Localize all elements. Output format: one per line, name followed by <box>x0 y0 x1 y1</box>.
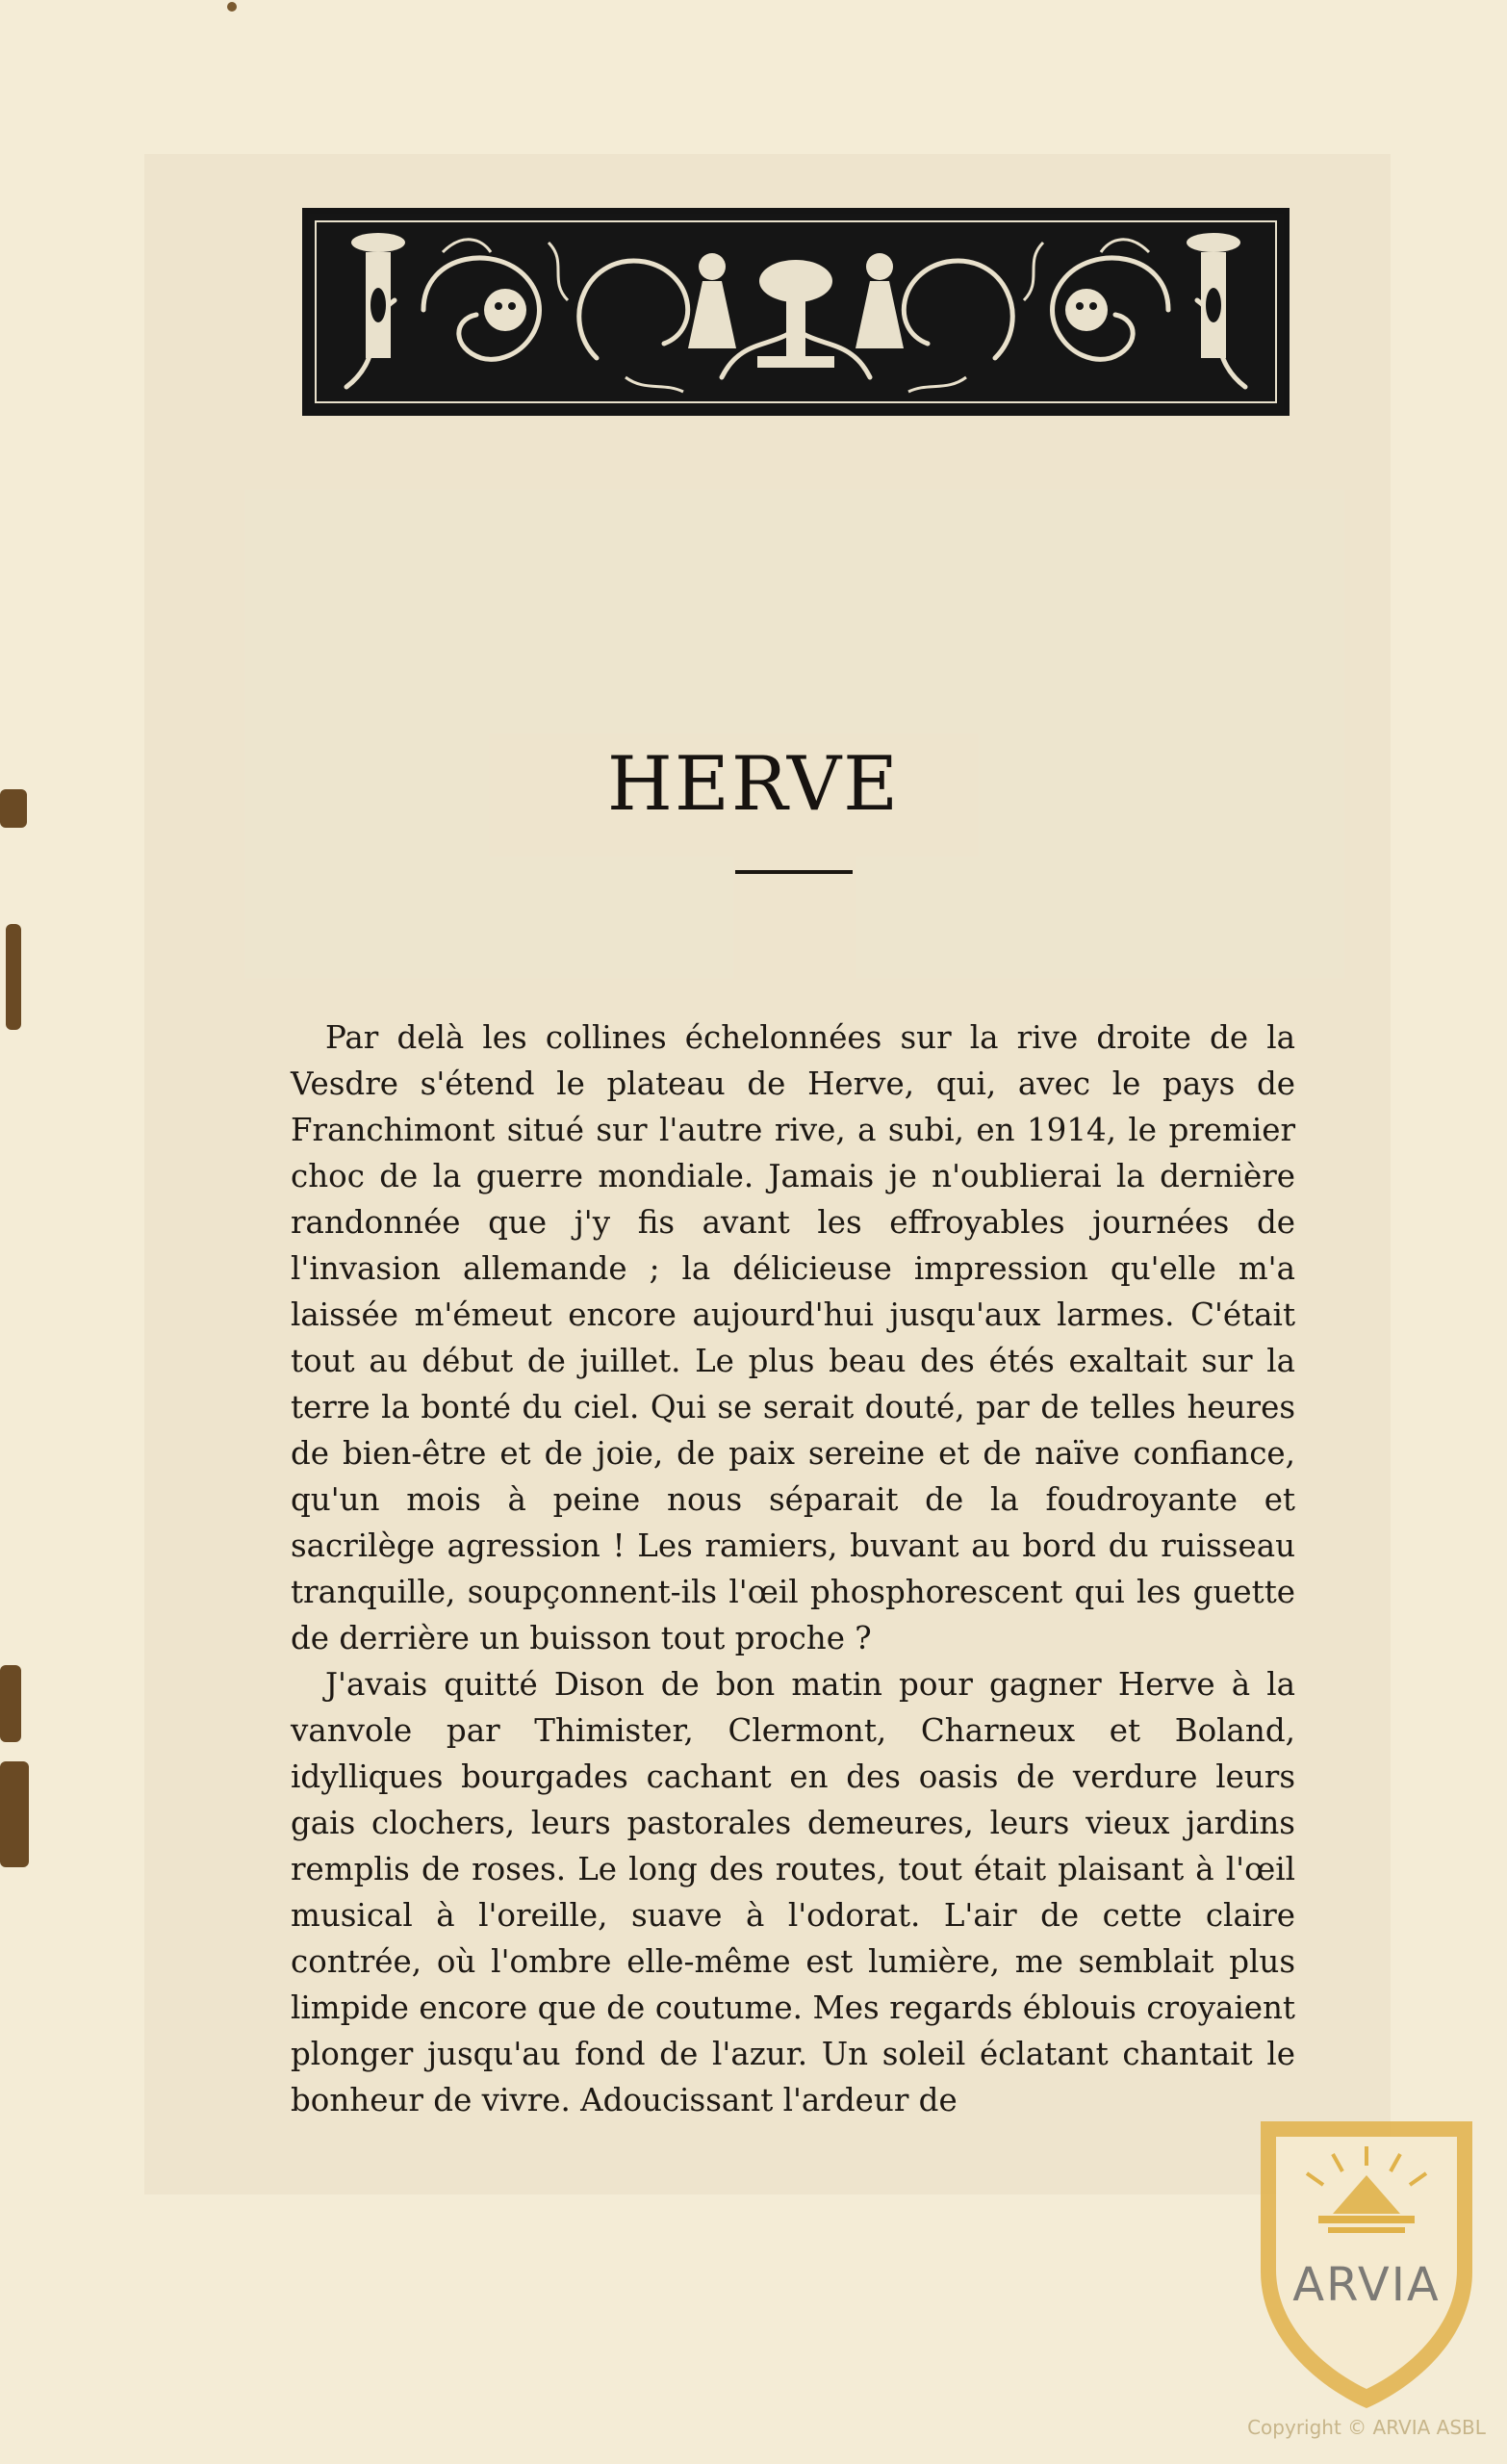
body-text <box>291 1014 1295 2123</box>
paragraph-1: Par delà les collines échelonnées sur la rive droite de la Vesdre s'étend le plateau de Herve, qui, avec le pays de Franchimont situé sur l'autre rive, a subi, en 1914, le premier choc de la guerre mondiale. Jamais je n'oublierai la dernière randonnée que j'y fis avant les effroyables journées de l'invasion allemande ; la délicieuse impression qu'elle m'a laissée m'émeut encore aujourd'hui jusqu'aux larmes. C'était tout au début de juillet. Le plus beau des étés exaltait sur la terre la bonté du ciel. Qui se serait douté, par de telles heures de bien-être et de joie, de paix sereine et de naïve confiance, qu'un mois à peine nous séparait de la foudroyante et sacrilège agression ! Les ramiers, buvant au bord du ruisseau tranquille, soupçonnent-ils l'œil phosphorescent qui les guette de derrière un buisson tout proche ? <box>291 1019 1295 1656</box>
logo-text: ARVIA <box>1292 2258 1441 2312</box>
page-title: HERVE <box>606 741 901 828</box>
paragraph-2: J'avais quitté Dison de bon matin pour gagner Herve à la vanvole par Thimister, Clermont, Charneux et Boland, idylliques bourgades cachant en des oasis de verdure leurs gais clochers, leurs pastorales demeures, leurs vieux jardins remplis de roses. Le long des routes, tout était plaisant à l'œil musical à l'oreille, suave à l'odorat. L'air de cette claire contrée, où l'ombre elle-même est lumière, me semblait plus limpide encore que de coutume. Mes regards éblouis croyaient plonger jusqu'au fond de l'azur. Un soleil éclatant chantait le bonheur de vivre. Adoucissant l'ardeur de <box>291 1666 1295 2118</box>
paper-stain <box>227 2 237 12</box>
binding-mark <box>6 924 21 1030</box>
binding-mark <box>0 1761 29 1867</box>
arvia-logo <box>1241 2108 1492 2416</box>
title-divider <box>735 870 853 874</box>
copyright-notice: Copyright © ARVIA ASBL <box>1247 2416 1486 2439</box>
ornamental-header-engraving <box>302 208 1290 416</box>
binding-mark <box>0 789 27 828</box>
binding-mark <box>0 1665 21 1742</box>
